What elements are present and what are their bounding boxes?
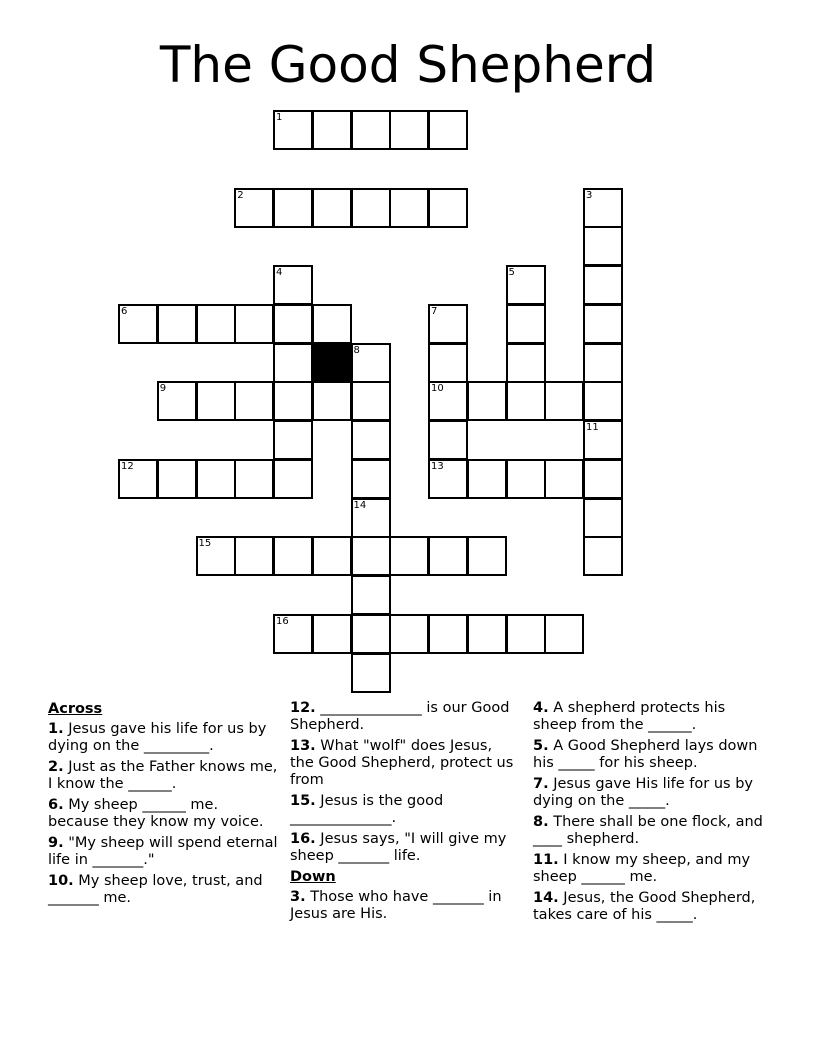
clues-column-1 (48, 700, 280, 911)
cell-number: 9 (159, 383, 167, 395)
grid-cell[interactable] (583, 459, 623, 499)
grid-cell[interactable] (351, 653, 391, 693)
clue-text: My sheep ______ me. because they know my voice. (48, 797, 264, 830)
grid-cell[interactable] (312, 188, 352, 228)
clue-number: 3. (290, 889, 306, 905)
grid-cell[interactable] (428, 304, 468, 344)
clue-text: There shall be one flock, and ____ shepherd. (533, 814, 763, 847)
grid-cell[interactable] (506, 304, 546, 344)
grid-cell[interactable] (506, 381, 546, 421)
grid-cell[interactable] (428, 536, 468, 576)
grid-cell[interactable] (196, 381, 236, 421)
cell-number: 6 (121, 305, 128, 317)
grid-cell[interactable] (544, 381, 584, 421)
grid-cell[interactable] (118, 304, 158, 344)
clue-number: 7. (533, 776, 549, 792)
page-title: The Good Shepherd (159, 36, 657, 94)
grid-cell[interactable] (157, 381, 197, 421)
grid-cell[interactable] (428, 188, 468, 228)
clue-down-3 (290, 889, 520, 923)
grid-cell[interactable] (351, 536, 391, 576)
grid-cell[interactable] (196, 304, 236, 344)
grid-cell[interactable] (273, 265, 313, 305)
grid-cell[interactable] (428, 459, 468, 499)
clue-number: 14. (533, 890, 559, 906)
grid-cell[interactable] (428, 420, 468, 460)
clue-across-1 (48, 721, 280, 755)
clue-text: Jesus, the Good Shepherd, takes care of his _____. (533, 890, 756, 923)
clue-down-4 (533, 700, 773, 734)
grid-cell[interactable] (351, 459, 391, 499)
grid-cell[interactable] (467, 614, 507, 654)
grid-cell[interactable] (118, 459, 158, 499)
grid-cell[interactable] (428, 614, 468, 654)
clue-number: 5. (533, 738, 549, 754)
clue-text: Jesus gave His life for us by dying on the _____. (533, 776, 753, 809)
grid-cell[interactable] (583, 265, 623, 305)
grid-cell[interactable] (428, 381, 468, 421)
grid-cell[interactable] (312, 381, 352, 421)
clue-number: 8. (533, 814, 549, 830)
clues-column-2 (290, 700, 520, 927)
grid-cell[interactable] (234, 459, 274, 499)
grid-cell[interactable] (351, 614, 391, 654)
clue-number: 4. (533, 700, 549, 716)
grid-cell[interactable] (506, 343, 546, 383)
clue-number: 15. (290, 793, 316, 809)
grid-cell[interactable] (506, 265, 546, 305)
clue-across-6 (48, 797, 280, 831)
clue-text: ______________ is our Good Shepherd. (290, 700, 510, 733)
grid-cell[interactable] (389, 614, 429, 654)
grid-cell[interactable] (157, 304, 197, 344)
grid-cell[interactable] (234, 381, 274, 421)
grid-cell[interactable] (351, 381, 391, 421)
grid-cell[interactable] (273, 459, 313, 499)
clue-text: A Good Shepherd lays down his _____ for his sheep. (533, 738, 758, 771)
clue-text: Jesus is the good ______________. (290, 793, 444, 826)
grid-cell[interactable] (351, 420, 391, 460)
grid-cell[interactable] (583, 536, 623, 576)
grid-cell[interactable] (583, 498, 623, 538)
cell-number: 14 (353, 499, 367, 511)
grid-cell[interactable] (467, 459, 507, 499)
grid-cell[interactable] (428, 110, 468, 150)
grid-cell[interactable] (583, 343, 623, 383)
grid-cell[interactable] (234, 536, 274, 576)
grid-cell[interactable] (467, 536, 507, 576)
grid-cell[interactable] (273, 614, 313, 654)
clue-down-11 (533, 852, 773, 886)
cell-number: 10 (431, 383, 444, 395)
grid-cell[interactable] (583, 304, 623, 344)
grid-cell[interactable] (157, 459, 197, 499)
black-cell (312, 343, 352, 383)
grid-cell[interactable] (467, 381, 507, 421)
grid-cell[interactable] (273, 188, 313, 228)
clue-text: What "wolf" does Jesus, the Good Shepherd, protect us from (290, 738, 514, 788)
grid-cell[interactable] (196, 459, 236, 499)
clue-number: 12. (290, 700, 316, 716)
clue-down-7 (533, 776, 773, 810)
clue-across-16 (290, 831, 520, 865)
clue-across-12 (290, 700, 520, 734)
grid-cell[interactable] (234, 188, 274, 228)
clue-text: "My sheep will spend eternal life in _______." (48, 835, 278, 868)
grid-cell[interactable] (196, 536, 236, 576)
grid-cell[interactable] (583, 381, 623, 421)
cell-number: 8 (353, 344, 360, 356)
grid-cell[interactable] (506, 614, 546, 654)
grid-cell[interactable] (351, 575, 391, 615)
cell-number: 13 (431, 460, 444, 472)
grid-cell[interactable] (312, 536, 352, 576)
clue-across-9 (48, 835, 280, 869)
clue-number: 9. (48, 835, 64, 851)
cell-number: 1 (276, 112, 283, 123)
grid-cell[interactable] (351, 188, 391, 228)
grid-cell[interactable] (544, 459, 584, 499)
clue-number: 10. (48, 873, 74, 889)
clue-across-13 (290, 738, 520, 789)
cell-number: 5 (508, 267, 515, 278)
grid-cell[interactable] (351, 343, 391, 383)
grid-cell[interactable] (234, 304, 274, 344)
grid-cell[interactable] (273, 420, 313, 460)
clue-number: 1. (48, 721, 64, 737)
cell-number: 2 (237, 189, 244, 201)
grid-cell[interactable] (351, 498, 391, 538)
clue-text: Just as the Father knows me, I know the ______. (48, 759, 278, 792)
grid-cell[interactable] (583, 420, 623, 460)
clue-number: 11. (533, 852, 559, 868)
cell-number: 16 (276, 615, 289, 627)
clue-down-5 (533, 738, 773, 772)
grid-cell[interactable] (312, 614, 352, 654)
cell-number: 12 (121, 460, 134, 472)
clue-across-15 (290, 793, 520, 827)
cell-number: 15 (198, 538, 212, 550)
clue-text: Jesus gave his life for us by dying on the _________. (48, 721, 267, 754)
grid-cell[interactable] (389, 110, 429, 150)
grid-cell[interactable] (506, 459, 546, 499)
grid-cell[interactable] (389, 536, 429, 576)
clue-text: Those who have _______ in Jesus are His. (290, 889, 502, 922)
grid-cell[interactable] (312, 110, 352, 150)
cell-number: 11 (586, 422, 599, 433)
cell-number: 3 (586, 189, 593, 201)
clues-column-3 (533, 700, 773, 928)
clue-number: 16. (290, 831, 316, 847)
grid-cell[interactable] (273, 304, 313, 344)
clue-down-8 (533, 814, 773, 848)
clue-across-10 (48, 873, 280, 907)
grid-cell[interactable] (583, 188, 623, 228)
across-heading: Across (48, 701, 103, 717)
grid-cell[interactable] (583, 226, 623, 266)
grid-cell[interactable] (312, 304, 352, 344)
clue-number: 6. (48, 797, 64, 813)
clue-text: Jesus says, "I will give my sheep _______ life. (290, 831, 507, 864)
down-heading: Down (290, 869, 336, 885)
clue-number: 13. (290, 738, 316, 754)
clue-text: A shepherd protects his sheep from the ______. (533, 700, 726, 733)
grid-cell[interactable] (389, 188, 429, 228)
clue-down-14 (533, 890, 773, 924)
grid-cell[interactable] (273, 536, 313, 576)
grid-cell[interactable] (273, 110, 313, 150)
clue-text: My sheep love, trust, and _______ me. (48, 873, 263, 906)
clue-text: I know my sheep, and my sheep ______ me. (533, 852, 751, 885)
grid-cell[interactable] (428, 343, 468, 383)
cell-number: 7 (431, 305, 438, 317)
grid-cell[interactable] (544, 614, 584, 654)
grid-cell[interactable] (273, 381, 313, 421)
clue-number: 2. (48, 759, 64, 775)
cell-number: 4 (276, 267, 283, 278)
grid-cell[interactable] (351, 110, 391, 150)
clue-across-2 (48, 759, 280, 793)
grid-cell[interactable] (273, 343, 313, 383)
